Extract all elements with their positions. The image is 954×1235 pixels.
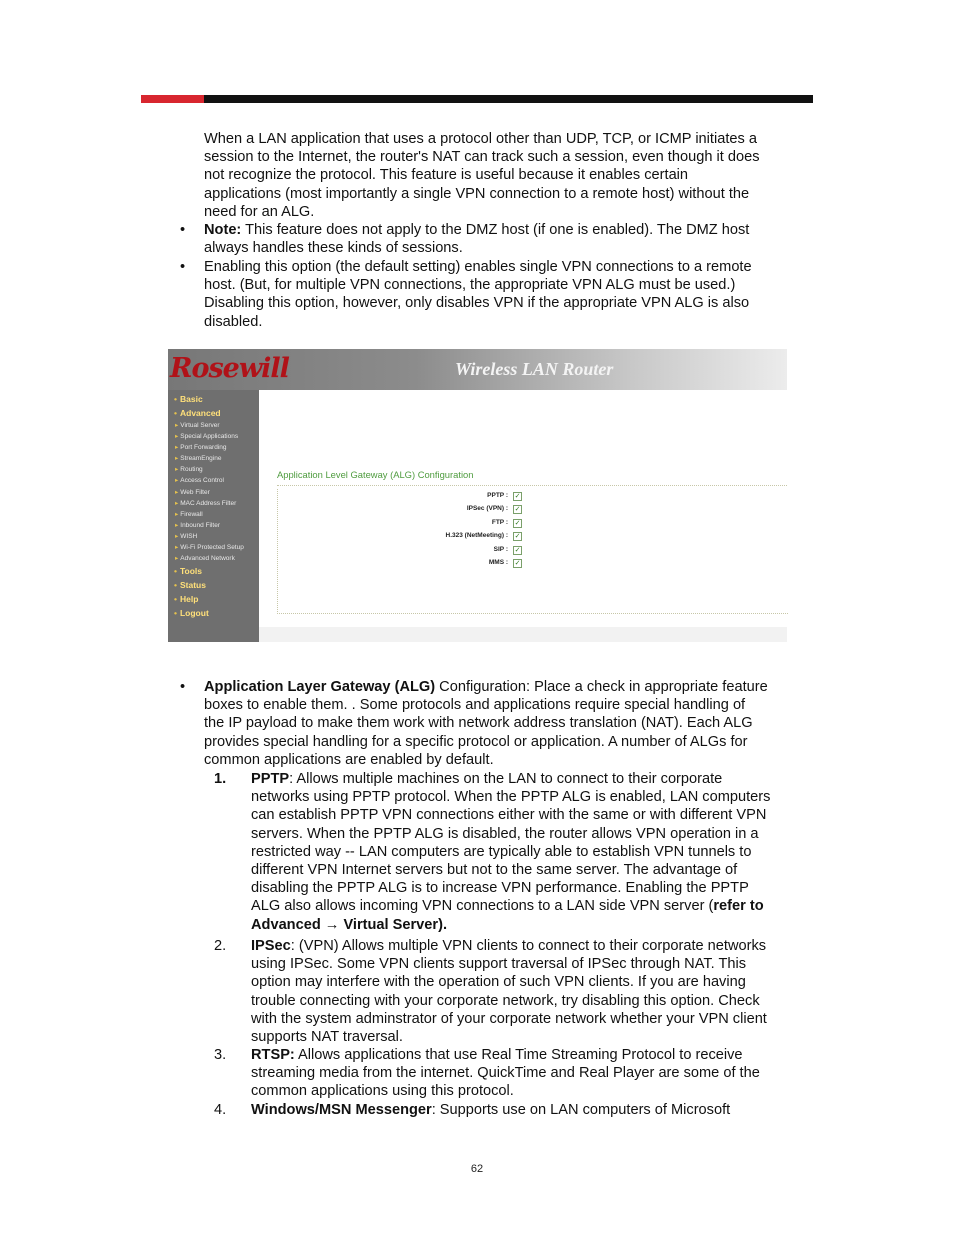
submenu-item-streamengine[interactable]: ▸ StreamEngine [175, 455, 222, 462]
ftp-checkbox[interactable]: ✓ [514, 520, 521, 527]
intro-line: applications (most importantly a single VPN connection to a remote host) without the [204, 185, 750, 202]
enabling-paragraph [204, 258, 752, 331]
intro-line: session to the Internet, the router's NAT can track such a session, even though it does [204, 149, 760, 166]
bullet: • [180, 222, 186, 238]
menu-item-tools[interactable]: • Tools [174, 566, 203, 576]
ipsec-line: trouble connecting with your corporate network, try disabling this option. Check [251, 992, 760, 1009]
pptp-reference: Advanced → Virtual Server). [251, 916, 448, 933]
menu-item-logout[interactable]: • Logout [174, 608, 209, 618]
pptp-label: PPTP [251, 771, 290, 787]
alg-line: boxes to enable them. . Some protocols and applications require special handling of [204, 697, 746, 714]
submenu-item-wish[interactable]: ▸ WISH [175, 533, 198, 540]
submenu-item-wifi-protected-setup[interactable]: ▸ Wi-Fi Protected Setup [175, 544, 244, 551]
intro-line: When a LAN application that uses a protocol other than UDP, TCP, or ICMP initiates a [204, 131, 757, 147]
header-rule [141, 95, 813, 103]
bullet-icon: • [174, 608, 177, 618]
option-label-ipsec: IPSec (VPN) : [466, 505, 508, 512]
note-label: Note: [204, 222, 242, 238]
msn-label: Windows/MSN Messenger [251, 1102, 432, 1118]
sip-checkbox[interactable]: ✓ [514, 547, 521, 554]
arrow-icon: ▸ [175, 544, 179, 551]
intro-line: not recognize the protocol. This feature is useful because it enables certain [204, 167, 689, 184]
submenu-item-special-applications[interactable]: ▸ Special Applications [175, 433, 239, 440]
pptp-checkbox[interactable]: ✓ [514, 493, 521, 500]
alg-line: common applications are enabled by default. [204, 751, 494, 768]
alg-paragraph [204, 678, 768, 769]
submenu-item-advanced-network[interactable]: ▸ Advanced Network [175, 555, 235, 562]
alg-label: Application Layer Gateway (ALG) [204, 679, 436, 695]
alg-section-title: Application Level Gateway (ALG) Configuration [277, 469, 474, 480]
bullet-icon: • [174, 566, 177, 576]
ipsec-checkbox[interactable]: ✓ [514, 506, 521, 513]
h323-checkbox[interactable]: ✓ [514, 533, 521, 540]
option-label-mms: MMS : [488, 559, 508, 566]
arrow-icon: ▸ [175, 455, 179, 462]
router-content [259, 390, 787, 642]
item-number: 4. [214, 1102, 227, 1118]
intro-line: need for an ALG. [204, 203, 315, 220]
arrow-icon: ▸ [175, 444, 179, 451]
alg-line: provides special handling for a specific protocol or application. A number of ALGs for [204, 733, 748, 750]
ipsec-line: supports NAT traversal. [251, 1029, 403, 1046]
divider [277, 485, 787, 486]
submenu-item-firewall[interactable]: ▸ Firewall [175, 511, 203, 518]
ipsec-line: option may interfere with the operation of such VPN clients. If you are having [251, 974, 746, 991]
content-footer-band [259, 627, 787, 642]
pptp-line: networks using PPTP protocol. When the PPTP ALG is enabled, LAN computers [251, 789, 771, 806]
page-number: 62 [470, 1163, 484, 1175]
note-text: This feature does not apply to the DMZ host (if one is enabled). The DMZ host [241, 222, 750, 238]
ipsec-line: using IPSec. Some VPN clients support traversal of IPSec through NAT. This [251, 956, 747, 973]
menu-item-advanced[interactable]: • Advanced [174, 408, 221, 418]
submenu-item-access-control[interactable]: ▸ Access Control [175, 477, 224, 484]
arrow-icon: ▸ [175, 522, 179, 529]
pptp-line: restricted way -- LAN computers are typically able to establish VPN tunnels to [251, 843, 752, 860]
ipsec-label: IPSec [251, 938, 291, 954]
router-sidebar [168, 390, 259, 642]
submenu-item-port-forwarding[interactable]: ▸ Port Forwarding [175, 444, 227, 451]
arrow-icon: ▸ [175, 477, 179, 484]
ipsec-paragraph: IPSec: (VPN) Allows multiple VPN clients to connect to their corporate networks using IPSec. Some VPN clients support traversal of IPSec through NAT. This option may interfere with the operation of such VPN clients. If you are having trouble connecting with your corporate network, try disabling this option. Check with the system adminstrator of your corporate network whether your VPN client supports NAT traversal. [251, 937, 821, 1046]
arrow-icon: ▸ [175, 555, 179, 562]
bullet: • [180, 259, 186, 275]
pptp-line: can establish PPTP VPN connections either with the same or with different VPN [251, 807, 767, 824]
arrow-icon: ▸ [175, 533, 179, 540]
arrow-icon: ▸ [175, 500, 179, 507]
bullet-icon: • [174, 394, 177, 404]
pptp-line: disabling the PPTP ALG is to increase VPN performance. Enabling the PPTP [251, 880, 749, 897]
item-number: 3. [214, 1047, 227, 1063]
note-paragraph [204, 221, 749, 257]
pptp-line: different VPN Internet servers but not to the same server. The advantage of [251, 862, 738, 879]
arrow-icon: ▸ [175, 511, 179, 518]
router-screenshot [168, 349, 787, 642]
note-line: always handles these kinds of sessions. [204, 240, 463, 257]
alg-options-box [277, 489, 788, 614]
menu-item-basic[interactable]: • Basic [174, 394, 203, 404]
option-label-ftp: FTP : [491, 519, 508, 526]
ipsec-line: with the system adminstrator of your corporate network whether your VPN client [251, 1010, 767, 1027]
submenu-item-routing[interactable]: ▸ Routing [175, 466, 203, 473]
arrow-icon: ▸ [175, 422, 179, 429]
banner-title: Wireless LAN Router [455, 359, 614, 379]
submenu-item-mac-address-filter[interactable]: ▸ MAC Address Filter [175, 500, 237, 507]
item-number: 2. [214, 938, 227, 954]
rtsp-paragraph: RTSP: Allows applications that use Real Time Streaming Protocol to receive streaming media from the internet. QuickTime and Real Player are some of the common applications using this protocol. [251, 1046, 821, 1101]
mms-checkbox[interactable]: ✓ [514, 560, 521, 567]
msn-paragraph: Windows/MSN Messenger: Supports use on LAN computers of Microsoft [251, 1102, 731, 1118]
menu-item-status[interactable]: • Status [174, 580, 206, 590]
intro-paragraph [204, 130, 760, 221]
enabling-line: Disabling this option, however, only disables VPN if the appropriate VPN ALG is also [204, 295, 750, 312]
item-number: 1. [214, 771, 227, 787]
option-label-h323: H.323 (NetMeeting) : [445, 532, 508, 539]
option-label-sip: SIP : [493, 546, 508, 553]
enabling-line: Enabling this option (the default setting) enables single VPN connections to a remote [204, 259, 752, 275]
rosewill-logo: Rosewill [170, 353, 289, 384]
pptp-paragraph: PPTP: Allows multiple machines on the LAN to connect to their corporate networks using PPTP protocol. When the PPTP ALG is enabled, LAN computers can establish PPTP VPN connections either with the same or with different VPN servers. When the PPTP ALG is disabled, the router allows VPN operation in a restricted way -- LAN computers are typically able to establish VPN tunnels to different VPN Internet servers but not to the same server. The advantage of disabling the PPTP ALG is to increase VPN performance. Enabling the PPTP ALG also allows incoming VPN connections to a LAN side VPN server (refer to Advanced → Virtual Server). [251, 770, 821, 934]
header-rule-accent [141, 95, 204, 103]
bullet-icon: • [174, 594, 177, 604]
menu-item-help[interactable]: • Help [174, 594, 199, 604]
submenu-item-virtual-server[interactable]: ▸ Virtual Server [175, 422, 220, 429]
bullet: • [180, 679, 186, 695]
alg-line: the IP payload to make them work with network address translation (NAT). Each ALG [204, 715, 753, 732]
pptp-line: servers. When the PPTP ALG is disabled, the router allows VPN operation in a [251, 825, 759, 842]
alg-text: Configuration: Place a check in appropriate feature [435, 679, 768, 695]
arrow-icon: ▸ [175, 489, 179, 496]
rtsp-line: streaming media from the internet. QuickTime and Real Player are some of the [251, 1065, 760, 1082]
router-banner [168, 349, 787, 390]
rtsp-line: common applications using this protocol. [251, 1083, 514, 1100]
option-label-pptp: PPTP : [487, 492, 508, 499]
rtsp-label: RTSP: [251, 1047, 295, 1063]
bullet-icon: • [174, 580, 177, 590]
arrow-icon: ▸ [175, 466, 179, 473]
enabling-line: host. (But, for multiple VPN connections, the appropriate VPN ALG must be used.) [204, 277, 736, 294]
arrow-icon: ▸ [175, 433, 179, 440]
bullet-icon: • [174, 408, 177, 418]
submenu-item-inbound-filter[interactable]: ▸ Inbound Filter [175, 522, 221, 529]
submenu-item-web-filter[interactable]: ▸ Web Filter [175, 489, 210, 496]
enabling-line: disabled. [204, 313, 263, 330]
